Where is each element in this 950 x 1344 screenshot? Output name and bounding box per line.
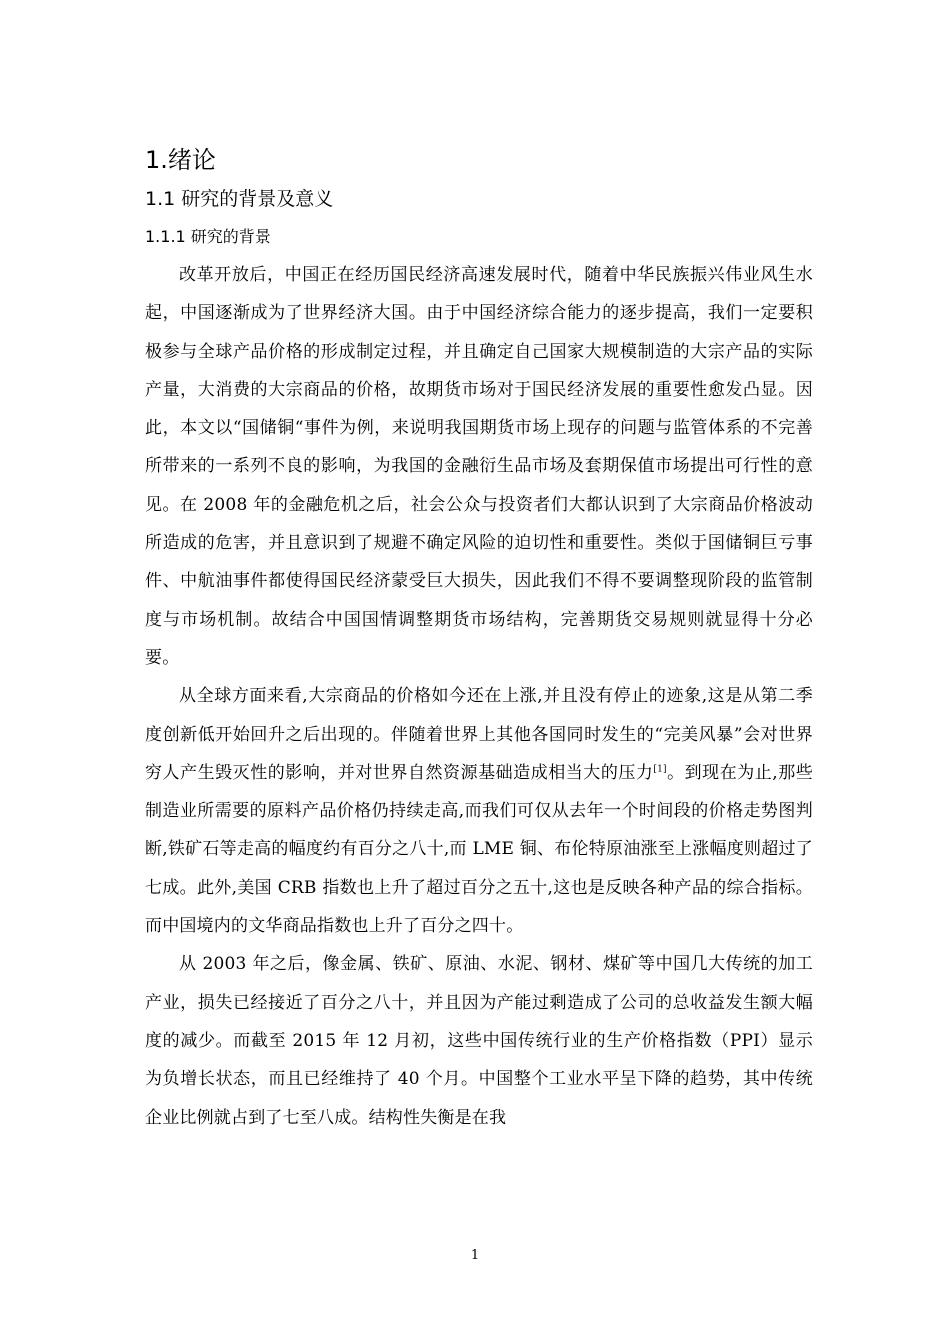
paragraph-2	[145, 677, 813, 945]
paragraph-2-text-b: 。到现在为止,那些制造业所需要的原料产品价格仍持续走高,而我们可仅从去年一个时间段的价格走势图判断,铁矿石等走高的幅度约有百分之八十,而 LME 铜、布伦特原油涨至上涨幅度则超过了七成。此外,美国 CRB 指数也上升了超过百分之五十,这也是反映各种产品的综合指标。而中国境内的文华商品指数也上升了百分之四十。	[145, 762, 813, 937]
paragraph-3	[145, 945, 813, 1136]
section-title: 1.1 研究的背景及意义	[145, 188, 334, 210]
paragraph-2-text-a: 从全球方面来看,大宗商品的价格如今还在上涨,并且没有停止的迹象,这是从第二季度创新低开始回升之后出现的。伴随着世界上其他各国同时发生的“完美风暴”会对世界穷人产生毁灭性的影响，并对世界自然资源基础造成相当大的压力	[145, 686, 813, 783]
chapter-title: 1.绪论	[145, 146, 216, 174]
page-content	[145, 140, 813, 1137]
paragraph-1	[145, 256, 813, 677]
paragraph-1-text: 改革开放后，中国正在经历国民经济高速发展时代，随着中华民族振兴伟业风生水起，中国逐渐成为了世界经济大国。由于中国经济综合能力的逐步提高，我们一定要积极参与全球产品价格的形成制定过程，并且确定自己国家大规模制造的大宗产品的实际产量，大消费的大宗商品的价格，故期货市场对于国民经济发展的重要性愈发凸显。因此，本文以“国储铜“事件为例，来说明我国期货市场上现存的问题与监管体系的不完善所带来的一系列不良的影响，为我国的金融衍生品市场及套期保值市场提出可行性的意见。在 2008 年的金融危机之后，社会公众与投资者们大都认识到了大宗商品价格波动所造成的危害，并且意识到了规避不确定风险的迫切性和重要性。类似于国储铜巨亏事件、中航油事件都使得国民经济蒙受巨大损失，因此我们不得不要调整现阶段的监管制度与市场机制。故结合中国国情调整期货市场结构，完善期货交易规则就显得十分必要。	[145, 265, 813, 668]
page-number: 1	[470, 1248, 480, 1263]
subsection-title: 1.1.1 研究的背景	[145, 227, 271, 246]
paragraph-3-text: 从 2003 年之后，像金属、铁矿、原油、水泥、钢材、煤矿等中国几大传统的加工产业，损失已经接近了百分之八十，并且因为产能过剩造成了公司的总收益发生额大幅度的减少。而截至 2015 年 12 月初，这些中国传统行业的生产价格指数（PPI）显示为负增长状态，而且已经维持了 40 个月。中国整个工业水平呈下降的趋势，其中传统企业比例就占到了七至八成。结构性失衡是在我	[145, 954, 813, 1128]
citation-reference[interactable]: [1]	[653, 764, 667, 775]
